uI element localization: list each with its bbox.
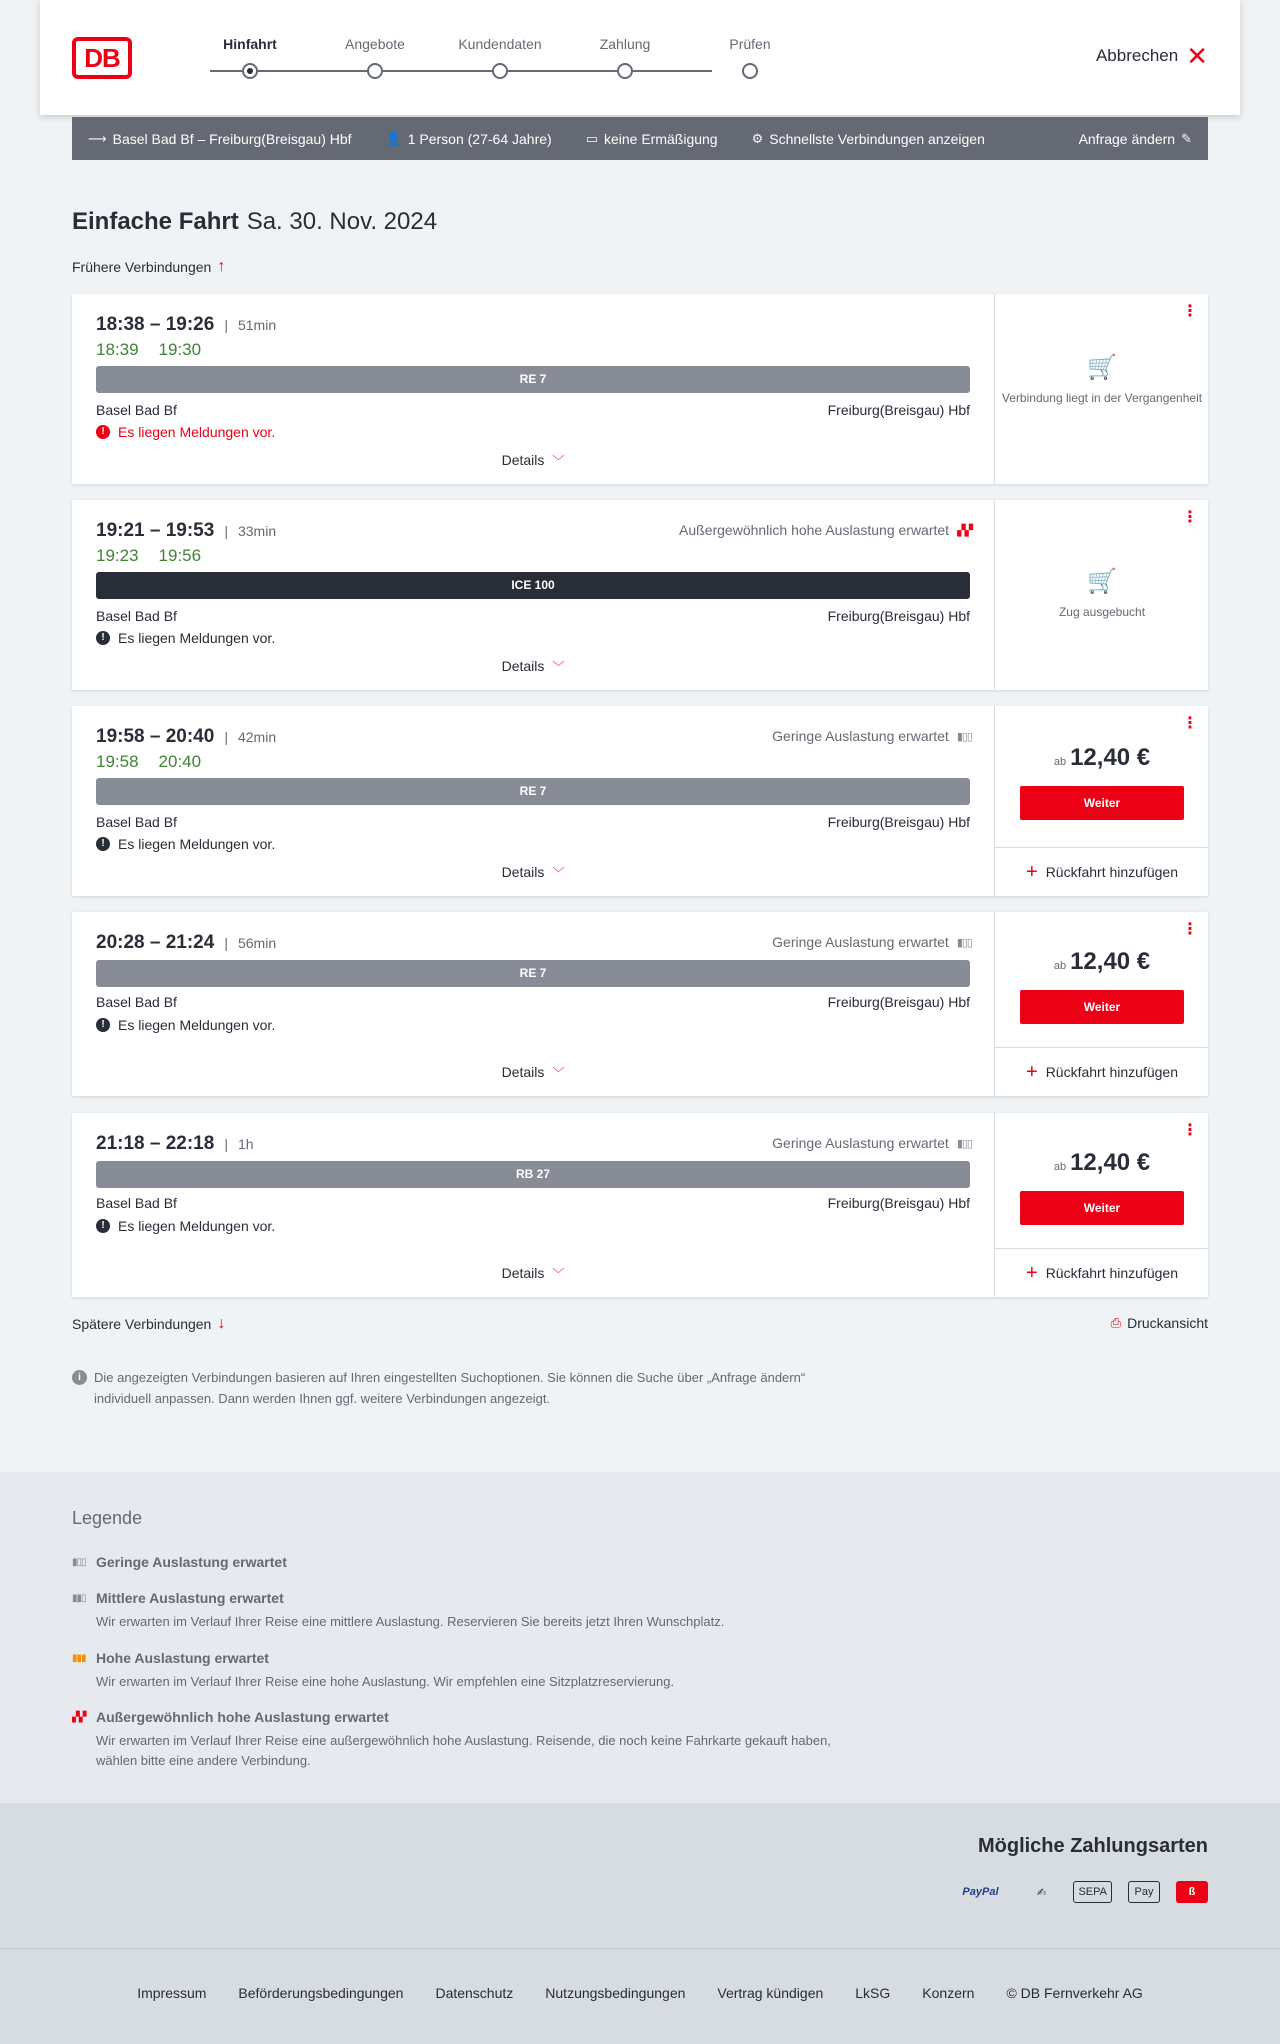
- add-return-label: Rückfahrt hinzufügen: [1045, 1265, 1178, 1281]
- message-notice: [96, 836, 275, 852]
- step-dot: [742, 63, 758, 79]
- weiter-button[interactable]: Weiter: [1020, 1191, 1184, 1225]
- alert-icon: !: [96, 631, 110, 645]
- occupancy-extreme-icon: ▞▞: [72, 1711, 86, 1723]
- connection-card: [72, 912, 1208, 1096]
- weiter-button[interactable]: Weiter: [1020, 786, 1184, 820]
- legend-item: [72, 1648, 852, 1692]
- step-label: Hinfahrt: [223, 36, 277, 52]
- payment-title: Mögliche Zahlungsarten: [977, 1835, 1208, 1857]
- step-zahlung[interactable]: [565, 36, 685, 56]
- step-label: Kundendaten: [458, 36, 542, 52]
- realtime-times: [96, 752, 221, 772]
- paypal-icon: PayPal: [962, 1886, 999, 1898]
- close-icon: ✕: [1186, 41, 1208, 71]
- footer-link-befoerderungsbedingungen[interactable]: Beförderungsbedingungen: [238, 1985, 404, 2001]
- more-options-icon[interactable]: ⋮: [1182, 303, 1198, 320]
- chevron-down-icon: ﹀: [552, 454, 565, 468]
- offer-panel: [994, 912, 1208, 1096]
- details-label: Details: [501, 1265, 545, 1281]
- payment-logos: [951, 1881, 1208, 1903]
- legend-item: [72, 1707, 852, 1771]
- cart-unavailable-icon: 🛒: [1087, 568, 1117, 595]
- legend-title: Legende: [72, 1508, 143, 1528]
- info-note-text: Die angezeigten Verbindungen basieren auf Ihren eingestellten Suchoptionen. Sie können die Suche über „Anfrage ändern“ individuell anpassen. Dann werden Ihnen ggf. weitere Verbindungen angezeigt.: [94, 1370, 806, 1406]
- price-value: 12,40 €: [1070, 1149, 1151, 1176]
- occupancy-low-icon: ▮▯▯: [72, 1556, 86, 1568]
- details-toggle[interactable]: [72, 658, 994, 675]
- offer-panel: [994, 706, 1208, 896]
- arrow-down-icon: ↓: [217, 1315, 226, 1332]
- trip-date: Sa. 30. Nov. 2024: [246, 208, 438, 235]
- connection-times: [96, 726, 276, 748]
- footer-link-datenschutz[interactable]: Datenschutz: [435, 1985, 514, 2001]
- summary-filter: [752, 131, 985, 147]
- price-prefix: ab: [1053, 960, 1067, 972]
- alert-icon: !: [96, 1219, 110, 1233]
- apple-pay-label: Pay: [1134, 1886, 1154, 1898]
- print-view-link[interactable]: [1111, 1315, 1208, 1331]
- db-payment-icon: ß: [1176, 1881, 1208, 1903]
- train-bar[interactable]: RE 7: [96, 366, 970, 393]
- alert-icon: !: [96, 837, 110, 851]
- footer-links: [0, 1985, 1280, 2001]
- connection-times: [96, 932, 276, 954]
- header: [40, 0, 1240, 115]
- connection-times: [96, 314, 276, 336]
- footer-link-konzern[interactable]: Konzern: [922, 1985, 975, 2001]
- station-from: Basel Bad Bf: [96, 608, 177, 624]
- separator: |: [224, 935, 228, 951]
- step-dot: [242, 63, 258, 79]
- legend-item: [72, 1588, 852, 1632]
- step-label: Zahlung: [599, 36, 651, 52]
- realtime-arrival: 20:40: [158, 752, 202, 771]
- occupancy-low-icon: ▮▯▯: [956, 730, 972, 743]
- change-request-label: Anfrage ändern: [1078, 130, 1176, 147]
- db-logo[interactable]: DB: [72, 37, 132, 79]
- details-toggle[interactable]: [72, 1064, 994, 1081]
- planned-times: 19:21 – 19:53: [96, 520, 215, 541]
- connection-main: [72, 294, 994, 484]
- realtime-arrival: 19:56: [158, 546, 202, 565]
- station-to: Freiburg(Breisgau) Hbf: [827, 994, 970, 1010]
- occupancy-text: Außergewöhnlich hohe Auslastung erwartet: [679, 522, 950, 538]
- unavailable-notice: [995, 570, 1209, 620]
- change-request-button[interactable]: [1079, 131, 1192, 147]
- stations: [96, 814, 970, 830]
- connection-card: [72, 1113, 1208, 1297]
- connection-card: [72, 706, 1208, 896]
- connection-card: [72, 500, 1208, 690]
- price: [995, 744, 1209, 772]
- unavailable-text: Verbindung liegt in der Vergangenheit: [1001, 391, 1203, 405]
- details-label: Details: [501, 658, 545, 674]
- print-label: Druckansicht: [1127, 1315, 1208, 1331]
- discount-text: keine Ermäßigung: [603, 130, 718, 147]
- message-notice: [96, 424, 275, 440]
- legend-section: [0, 1472, 1280, 1803]
- search-summary-bar: [72, 117, 1208, 160]
- train-bar[interactable]: RB 27: [96, 1161, 970, 1188]
- plus-icon: +: [1026, 1262, 1038, 1284]
- details-toggle[interactable]: [72, 1265, 994, 1282]
- realtime-departure: 18:39: [96, 340, 139, 359]
- realtime-times: [96, 340, 221, 360]
- stepper-line: [210, 70, 712, 72]
- details-label: Details: [501, 1064, 545, 1080]
- earlier-label: Frühere Verbindungen: [72, 259, 212, 275]
- station-to: Freiburg(Breisgau) Hbf: [827, 1195, 970, 1211]
- legend-item: [72, 1552, 852, 1572]
- train-bar[interactable]: ICE 100: [96, 572, 970, 599]
- stations: [96, 994, 970, 1010]
- legend-item-desc: Wir erwarten im Verlauf Ihrer Reise eine außergewöhnlich hohe Auslastung. Reisende, die noch keine Fahrkarte gekauft haben, wählen bitte eine andere Verbindung.: [96, 1733, 831, 1768]
- planned-times: 21:18 – 22:18: [96, 1133, 215, 1154]
- info-note: [72, 1367, 852, 1409]
- summary-discount: [586, 131, 718, 147]
- step-dot: [492, 63, 508, 79]
- occupancy-low-icon: ▮▯▯: [956, 936, 972, 949]
- step-angebote[interactable]: [315, 36, 435, 56]
- step-dot: [367, 63, 383, 79]
- message-text: Es liegen Meldungen vor.: [118, 1218, 276, 1234]
- more-options-icon[interactable]: ⋮: [1182, 1122, 1198, 1139]
- message-text: Es liegen Meldungen vor.: [118, 424, 276, 440]
- realtime-departure: 19:23: [96, 546, 139, 565]
- footer-link-impressum[interactable]: Impressum: [137, 1985, 207, 2001]
- price: [995, 1149, 1209, 1177]
- footer: [0, 1948, 1280, 2044]
- separator: |: [224, 317, 228, 333]
- summary-route: [88, 131, 352, 147]
- realtime-arrival: 19:30: [158, 340, 202, 359]
- station-to: Freiburg(Breisgau) Hbf: [827, 608, 970, 624]
- message-text: Es liegen Meldungen vor.: [118, 630, 276, 646]
- details-toggle[interactable]: [72, 452, 994, 469]
- station-to: Freiburg(Breisgau) Hbf: [827, 814, 970, 830]
- cancel-label: Abbrechen: [1095, 46, 1179, 65]
- sepa-icon: SEPA: [1073, 1881, 1112, 1903]
- payment-section: [0, 1803, 1280, 1948]
- duration: 42min: [237, 729, 277, 745]
- cart-unavailable-icon: 🛒: [1087, 354, 1117, 381]
- printer-icon: ⎙: [1110, 1315, 1122, 1330]
- legend-item-desc: Wir erwarten im Verlauf Ihrer Reise eine mittlere Auslastung. Reservieren Sie bereits jetzt Ihren Wunschplatz.: [96, 1614, 725, 1629]
- later-connections-link[interactable]: [72, 1315, 225, 1333]
- unavailable-text: Zug ausgebucht: [1058, 605, 1146, 619]
- legend-item-title: Außergewöhnlich hohe Auslastung erwartet: [96, 1709, 389, 1725]
- legend-item-desc: Wir erwarten im Verlauf Ihrer Reise eine hohe Auslastung. Wir empfehlen eine Sitzplatzreservierung.: [96, 1674, 675, 1689]
- passengers-text: 1 Person (27-64 Jahre): [407, 130, 552, 147]
- offer-panel: [994, 500, 1208, 690]
- alert-icon: !: [96, 1018, 110, 1032]
- connection-times: [96, 520, 276, 542]
- station-from: Basel Bad Bf: [96, 402, 177, 418]
- duration: 51min: [237, 317, 277, 333]
- message-notice: [96, 1218, 275, 1234]
- realtime-times: [96, 546, 221, 566]
- message-notice: [96, 630, 275, 646]
- progress-stepper: [180, 36, 771, 86]
- separator: |: [224, 1136, 228, 1152]
- duration: 1h: [237, 1136, 254, 1152]
- price-value: 12,40 €: [1070, 948, 1151, 975]
- more-options-icon[interactable]: ⋮: [1182, 715, 1198, 732]
- details-toggle[interactable]: [72, 864, 994, 881]
- cancel-button[interactable]: [1095, 41, 1208, 71]
- occupancy-low-icon: ▮▯▯: [956, 1137, 972, 1150]
- price-prefix: ab: [1053, 756, 1067, 768]
- separator: |: [224, 729, 228, 745]
- occupancy-high-icon: ▮▮▮: [72, 1652, 86, 1664]
- route-arrow-icon: ⟶: [88, 130, 107, 146]
- offer-panel: [994, 294, 1208, 484]
- legend-item-title: Mittlere Auslastung erwartet: [96, 1590, 284, 1606]
- pencil-icon: ✎: [1181, 130, 1192, 146]
- arrow-up-icon: ↑: [217, 258, 226, 275]
- station-from: Basel Bad Bf: [96, 994, 177, 1010]
- occupancy-indicator: [772, 728, 972, 744]
- step-label: Prüfen: [729, 36, 771, 52]
- price-value: 12,40 €: [1070, 744, 1151, 771]
- connection-times: [96, 1133, 254, 1155]
- more-options-icon[interactable]: ⋮: [1182, 509, 1198, 526]
- connection-main: [72, 500, 994, 690]
- filter-text: Schnellste Verbindungen anzeigen: [769, 130, 985, 147]
- occupancy-extreme-icon: ▞▞: [957, 524, 972, 537]
- train-bar[interactable]: RE 7: [96, 778, 970, 805]
- message-notice: [96, 1017, 275, 1033]
- planned-times: 20:28 – 21:24: [96, 932, 215, 953]
- add-return-button[interactable]: [995, 847, 1209, 896]
- footer-link-vertrag-kuendigen[interactable]: Vertrag kündigen: [717, 1985, 824, 2001]
- occupancy-indicator: [772, 934, 972, 950]
- train-bar[interactable]: RE 7: [96, 960, 970, 987]
- person-icon: 👤: [385, 130, 402, 146]
- page-title: [72, 208, 437, 236]
- station-to: Freiburg(Breisgau) Hbf: [827, 402, 970, 418]
- realtime-departure: 19:58: [96, 752, 139, 771]
- info-icon: i: [72, 1370, 87, 1385]
- card-icon: ▭: [585, 130, 598, 146]
- price-prefix: ab: [1053, 1161, 1067, 1173]
- add-return-label: Rückfahrt hinzufügen: [1045, 1064, 1178, 1080]
- trip-type: Einfache Fahrt: [72, 208, 239, 235]
- legend-item-title: Geringe Auslastung erwartet: [96, 1554, 287, 1570]
- footer-link-nutzungsbedingungen[interactable]: Nutzungsbedingungen: [545, 1985, 686, 2001]
- route-text: Basel Bad Bf – Freiburg(Breisgau) Hbf: [112, 130, 352, 147]
- unavailable-notice: [995, 356, 1209, 406]
- earlier-connections-link[interactable]: [72, 258, 225, 276]
- step-label: Angebote: [345, 36, 405, 52]
- message-text: Es liegen Meldungen vor.: [118, 836, 276, 852]
- station-from: Basel Bad Bf: [96, 814, 177, 830]
- planned-times: 18:38 – 19:26: [96, 314, 215, 335]
- plus-icon: +: [1026, 861, 1038, 883]
- details-label: Details: [501, 452, 545, 468]
- station-from: Basel Bad Bf: [96, 1195, 177, 1211]
- weiter-button[interactable]: Weiter: [1020, 990, 1184, 1024]
- connection-main: [72, 706, 994, 896]
- alert-icon: !: [96, 425, 110, 439]
- stations: [96, 608, 970, 624]
- chevron-down-icon: ﹀: [552, 660, 565, 674]
- message-text: Es liegen Meldungen vor.: [118, 1017, 276, 1033]
- chevron-down-icon: ﹀: [552, 866, 565, 880]
- occupancy-text: Geringe Auslastung erwartet: [772, 728, 949, 744]
- step-pruefen[interactable]: [690, 36, 810, 56]
- later-label: Spätere Verbindungen: [72, 1316, 212, 1332]
- duration: 56min: [237, 935, 277, 951]
- plus-icon: +: [1026, 1061, 1038, 1083]
- stations: [96, 1195, 970, 1211]
- offer-panel: [994, 1113, 1208, 1297]
- details-label: Details: [501, 864, 545, 880]
- settings-sliders-icon: ⚙: [751, 130, 764, 146]
- step-dot: [617, 63, 633, 79]
- occupancy-indicator: [679, 522, 972, 538]
- occupancy-indicator: [772, 1135, 972, 1151]
- add-return-button[interactable]: [995, 1047, 1209, 1096]
- occupancy-text: Geringe Auslastung erwartet: [772, 934, 949, 950]
- connection-main: [72, 912, 994, 1096]
- separator: |: [224, 523, 228, 539]
- step-hinfahrt[interactable]: [190, 36, 310, 56]
- chevron-down-icon: ﹀: [552, 1066, 565, 1080]
- legend-item-title: Hohe Auslastung erwartet: [96, 1650, 269, 1666]
- occupancy-medium-icon: ▮▮▯: [72, 1592, 86, 1604]
- footer-link-lksg[interactable]: LkSG: [855, 1985, 891, 2001]
- add-return-button[interactable]: [995, 1248, 1209, 1297]
- more-options-icon[interactable]: ⋮: [1182, 921, 1198, 938]
- step-kundendaten[interactable]: [440, 36, 560, 56]
- add-return-label: Rückfahrt hinzufügen: [1045, 864, 1178, 880]
- credit-card-signature-icon: ✍: [1036, 1886, 1047, 1899]
- price: [995, 948, 1209, 976]
- chevron-down-icon: ﹀: [552, 1267, 565, 1281]
- planned-times: 19:58 – 20:40: [96, 726, 215, 747]
- connection-main: [72, 1113, 994, 1297]
- stations: [96, 402, 970, 418]
- copyright: © DB Fernverkehr AG: [1006, 1985, 1143, 2001]
- connection-card: [72, 294, 1208, 484]
- apple-pay-icon: [1128, 1881, 1160, 1903]
- occupancy-text: Geringe Auslastung erwartet: [772, 1135, 949, 1151]
- summary-passengers: [386, 131, 552, 147]
- duration: 33min: [237, 523, 277, 539]
